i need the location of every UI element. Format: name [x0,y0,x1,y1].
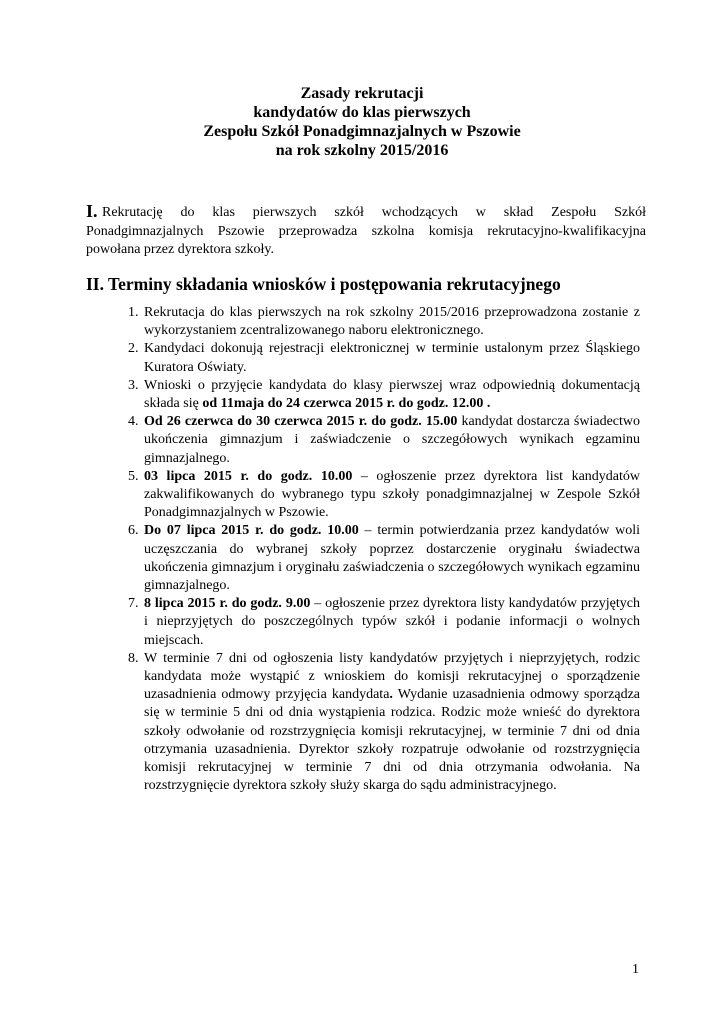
list-item: 5. 03 lipca 2015 r. do godz. 10.00 – ogłoszenie przez dyrektora list kandydatów zakwalifikowanych do wybranego typu szkoły ponadgimnazjalnej w Zespole Szkół Ponadgimnazjalnych w Pszowie. [128,468,641,521]
list-item: 8. W terminie 7 dni od ogłoszenia listy kandydatów przyjętych i nieprzyjętych, rodzic kandydata może wystąpić z wnioskiem do komisji rekrutacyjnej o sporządzenie uzasadnienia odmowy przyjęcia kandydata. Wydanie uzasadnienia odmowy sporządza się w terminie 5 dni od dnia wystąpienia rodzica. Rodzic może wnieść do dyrektora szkoły odwołanie od rozstrzygnięcia komisji rekrutacyjnej, w terminie 7 dni od dnia otrzymania uzasadnienia. Dyrektor szkoły rozpatruje odwołanie od rozstrzygnięcia komisji rekrutacyjnej w terminie 7 dni od dnia otrzymania odwołania. Na rozstrzygnięcie dyrektora szkoły służy skarga do sądu administracyjnego. [128,650,641,794]
title-line-1: Zasady rekrutacji [300,85,424,102]
section-1-line-2: Ponadgimnazjalnych Pszowie przeprowadza szkolna komisja rekrutacyjno-kwalifikacyjna [86,223,646,239]
list-item: 2. Kandydaci dokonują rejestracji elektronicznej w terminie ustalonym przez Śląskiego Kuratora Oświaty. [128,341,640,375]
title-line-2: kandydatów do klas pierwszych [253,104,471,121]
section-1-line-1: Rekrutację do klas pierwszych szkół wchodzących w skład Zespołu Szkół [102,205,646,220]
section-2-heading: II. Terminy składania wniosków i postępowania rekrutacyjnego [86,274,561,294]
title-line-3: Zespołu Szkół Ponadgimnazjalnych w Pszowie [203,123,521,140]
list-item: 7. 8 lipca 2015 r. do godz. 9.00 – ogłoszenie przez dyrektora listy kandydatów przyjętych i nieprzyjętych do poszczególnych typów szkół i podanie informacji o wolnych miejscach. [128,596,640,648]
list-item: 1. Rekrutacja do klas pierwszych na rok szkolny 2015/2016 przeprowadzona zostanie z wykorzystaniem zcentralizowanego naboru elektronicznego. [128,305,640,339]
section-1 [86,201,646,260]
section-1-numeral: I. [86,201,98,221]
list-item: 3. Wnioski o przyjęcie kandydata do klasy pierwszej wraz odpowiednią dokumentacją składa się od 11maja do 24 czerwca 2015 r. do godz. 12.00 . [128,377,640,412]
section-1-line-3: powołana przez dyrektora szkoły. [86,242,275,257]
deadlines-list [128,304,640,795]
title-line-4: na rok szkolny 2015/2016 [275,142,449,159]
document-title [0,84,724,160]
page-number: 1 [632,962,639,977]
list-item: 4. Od 26 czerwca do 30 czerwca 2015 r. do godz. 15.00 kandydat dostarcza świadectwo ukończenia gimnazjum i zaświadczenie o szczegółowych wynikach egzaminu gimnazjalnego. [128,414,640,466]
list-item: 6. Do 07 lipca 2015 r. do godz. 10.00 – termin potwierdzania przez kandydatów woli uczęszczania do wybranej szkoły poprzez dostarczenie oryginału świadectwa ukończenia gimnazjum i oryginału zaświadczenia o szczegółowych wynikach egzaminu gimnazjalnego. [128,523,640,594]
